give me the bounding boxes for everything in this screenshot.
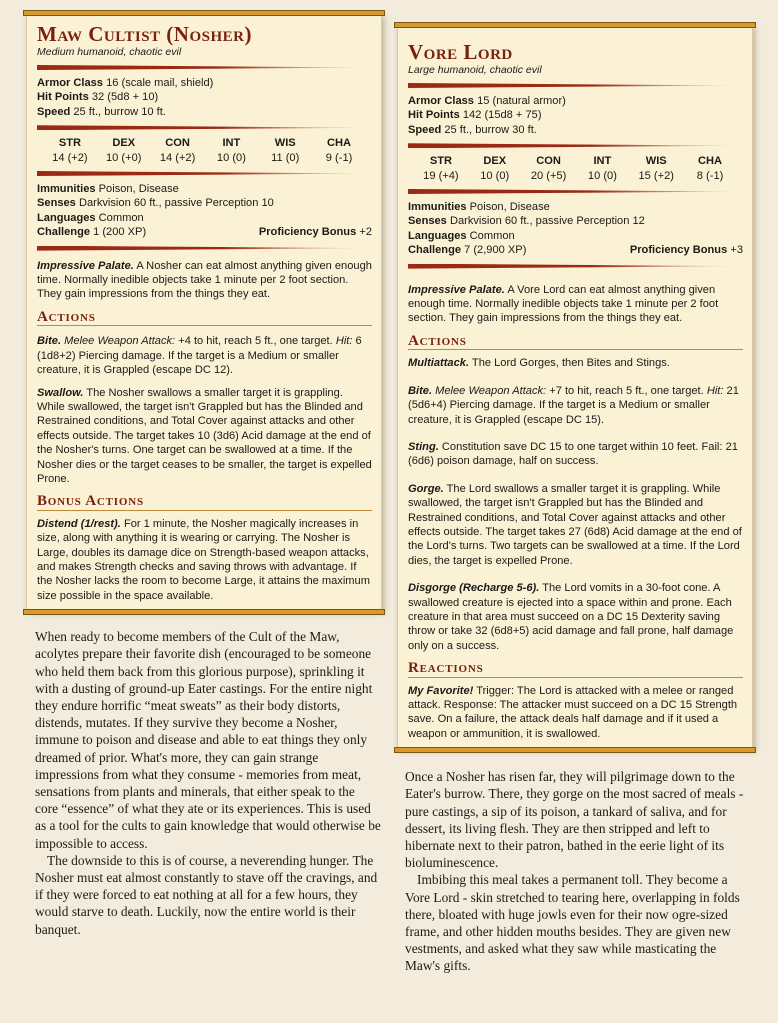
ability-dex: DEX 10 (+0) bbox=[106, 137, 142, 164]
vore-immunities: Immunities Poison, Disease bbox=[408, 201, 550, 214]
nosher-challenge: Challenge 1 (200 XP) bbox=[37, 226, 147, 239]
vore-reaction-my-favorite: My Favorite! Trigger: The Lord is attacked with a melee or ranged attack. Response: The attacker must succeed on a DC 15 Strength save. On a failure, the attack deals half damage and if it used a weapon or ammunition, it is swallowed. bbox=[408, 684, 738, 740]
divider bbox=[408, 83, 743, 88]
nosher-hit-points: Hit Points 32 (5d8 + 10) bbox=[37, 91, 159, 104]
vore-actions-heading: Actions bbox=[408, 334, 743, 350]
nosher-speed: Speed 25 ft., burrow 10 ft. bbox=[37, 105, 166, 118]
vore-name: Vore Lord bbox=[408, 40, 513, 64]
left-column bbox=[26, 14, 382, 938]
ability-wis: WIS 11 (0) bbox=[271, 137, 300, 164]
ability-cha: CHA 9 (-1) bbox=[325, 137, 353, 164]
nosher-challenge-row bbox=[37, 225, 372, 239]
divider bbox=[37, 125, 372, 130]
nosher-trait-impressive-palate: Impressive Palate. A Nosher can eat almost anything given enough time. Normally inedible objects take 1 minute per 2 foot section. They gain impressions from the things they eat. bbox=[37, 259, 372, 301]
prose-paragraph: Once a Nosher has risen far, they will pilgrimage down to the Eater's burrow. There, they gorge on the most sacred of meals - pure castings, a sip of its poison, a tankard of saliva, and for dessert, its living flesh. They are then stripped and left to hibernate next to their patron, bathed in the eerie light of its bioluminescence. bbox=[405, 769, 744, 871]
vore-senses: Senses Darkvision 60 ft., passive Perception 12 bbox=[408, 215, 645, 228]
divider bbox=[37, 171, 372, 176]
divider bbox=[408, 143, 743, 148]
divider bbox=[408, 264, 743, 269]
vore-action-bite: Bite. Melee Weapon Attack: +7 to hit, reach 5 ft., one target. Hit: 21 (5d6+4) Piercing damage. If the target is a Medium or smaller creature, it is Grappled (escape DC 15). bbox=[408, 384, 739, 426]
vore-speed: Speed 25 ft., burrow 30 ft. bbox=[408, 123, 537, 136]
vore-statblock bbox=[397, 26, 753, 749]
ability-cha: CHA 8 (-1) bbox=[696, 155, 724, 182]
ability-int: INT 10 (0) bbox=[216, 137, 246, 164]
divider bbox=[408, 189, 743, 194]
nosher-armor-class: Armor Class 16 (scale mail, shield) bbox=[37, 77, 214, 89]
vore-reactions-heading: Reactions bbox=[408, 661, 743, 677]
nosher-senses: Senses Darkvision 60 ft., passive Perception 10 bbox=[37, 197, 274, 210]
vore-trait-impressive-palate: Impressive Palate. A Vore Lord can eat almost anything given enough time. Normally inedible objects take 1 minute per 2 foot section. They gain impressions from the things they eat. bbox=[408, 283, 719, 325]
divider bbox=[37, 246, 372, 251]
nosher-action-swallow: Swallow. The Nosher swallows a smaller target it is grappling. While swallowed, the target isn't Grappled but has the Blinded and Restrained conditions, and Total Cover against attacks and other effects outside. The target takes 10 (3d6) Acid damage at the end of the Nosher's turns. One target can be swallowed at a time. If the Nosher dies or the target ceases to be smaller, the target is expelled Prone. bbox=[37, 386, 372, 485]
nosher-languages: Languages Common bbox=[37, 211, 144, 224]
vore-action-gorge: Gorge. The Lord swallows a smaller target it is grappling. While swallowed, the target isn't Grappled but has the Blinded and Restrained conditions, and Total Cover against attacks and other effects outside. The target takes 27 (6d8) Acid damage at the end of the Lord's turns. Two targets can be swallowed at a time. If the Lord dies, the target is expelled Prone. bbox=[408, 482, 742, 567]
nosher-bonus-actions-heading: Bonus Actions bbox=[37, 494, 372, 510]
ability-wis: WIS 15 (+2) bbox=[638, 155, 674, 182]
vore-challenge: Challenge 7 (2,900 XP) bbox=[408, 244, 527, 257]
nosher-type: Medium humanoid, chaotic evil bbox=[37, 46, 182, 58]
ability-con: CON 20 (+5) bbox=[530, 155, 567, 182]
vore-proficiency-bonus: Proficiency Bonus +3 bbox=[629, 244, 743, 257]
ability-str: STR 14 (+2) bbox=[52, 137, 88, 164]
vore-type: Large humanoid, chaotic evil bbox=[408, 64, 542, 76]
vore-hit-points: Hit Points 142 (15d8 + 75) bbox=[408, 109, 542, 122]
vore-action-sting: Sting. Constitution save DC 15 to one target within 10 feet. Fail: 21 (6d6) poison damage, half on success. bbox=[408, 440, 738, 468]
nosher-proficiency-bonus: Proficiency Bonus +2 bbox=[258, 226, 372, 239]
right-column bbox=[397, 26, 753, 975]
ability-int: INT 10 (0) bbox=[587, 155, 617, 182]
prose-paragraph: Imbibing this meal takes a permanent toll. They become a Vore Lord - skin stretched to tearing here, overlapping in folds there, bloated with huge jowls even for their now ogre-sized frame, and other hidden mouths besides. They are given new vestments, and asked what they saw while masticating the Maw's gifts. bbox=[405, 872, 740, 974]
nosher-bonus-distend: Distend (1/rest). For 1 minute, the Nosher magically increases in size, along with anything it is wearing or carrying. The Nosher is Large, doubles its damage dice on Strength-based weapon attacks, and makes Strength checks and saving throws with advantage. If the Nosher lacks the room to become Large, it attains the maximum size possible in the space available. bbox=[37, 517, 370, 602]
nosher-name: Maw Cultist (Nosher) bbox=[37, 22, 252, 46]
nosher-actions-heading: Actions bbox=[37, 310, 372, 326]
vore-ability-scores bbox=[408, 154, 743, 183]
nosher-statblock bbox=[26, 14, 382, 611]
ability-con: CON 14 (+2) bbox=[159, 137, 196, 164]
left-prose bbox=[35, 628, 381, 938]
ability-str: STR 19 (+4) bbox=[423, 155, 459, 182]
vore-languages: Languages Common bbox=[408, 229, 515, 242]
divider bbox=[37, 65, 372, 70]
nosher-action-bite: Bite. Melee Weapon Attack: +4 to hit, reach 5 ft., one target. Hit: 6 (1d8+2) Piercing damage. If the target is a Medium or smaller creature, it is Grappled (escape DC 12). bbox=[37, 335, 362, 377]
nosher-ability-scores bbox=[37, 136, 372, 165]
vore-action-multiattack: Multiattack. The Lord Gorges, then Bites and Stings. bbox=[408, 357, 670, 370]
vore-action-disgorge: Disgorge (Recharge 5-6). The Lord vomits in a 30-foot cone. A swallowed creature is ejected into a space within and prone. Each creature in that area must succeed on a DC 15 Dexterity saving throw or take 32 (6d8+5) acid damage and fall prone, half damage only on a success. bbox=[408, 582, 734, 652]
vore-armor-class: Armor Class 15 (natural armor) bbox=[408, 95, 566, 107]
ability-dex: DEX 10 (0) bbox=[480, 155, 510, 182]
vore-challenge-row bbox=[408, 243, 743, 257]
prose-paragraph: When ready to become members of the Cult of the Maw, acolytes prepare their favorite dish (encouraged to be someone who held them back from this glorious purpose), sprinkling it with a dusting of ground-up Eater castings. For the entire night they endure horrific “meat sweats” as their body distorts, distends, mutates. If they survive they become a Nosher, immune to poison and disease and able to eat things they only dreamed of prior. What's more, they can gain strange impressions from what they consume - memories from meat, sensations from plants and minerals, that either speak to the core “essence” of what they ate or its experiences. This is used as a tool for the cults to gain knowledge that would otherwise be impossible to access. bbox=[35, 629, 381, 851]
nosher-immunities: Immunities Poison, Disease bbox=[37, 183, 179, 196]
right-prose bbox=[405, 768, 745, 974]
prose-paragraph: The downside to this is of course, a neverending hunger. The Nosher must eat almost constantly to stave off the cravings, and if they were forced to eat nothing at all for a few hours, they would starve to death. Luckily, now the entire world is their banquet. bbox=[35, 852, 378, 937]
